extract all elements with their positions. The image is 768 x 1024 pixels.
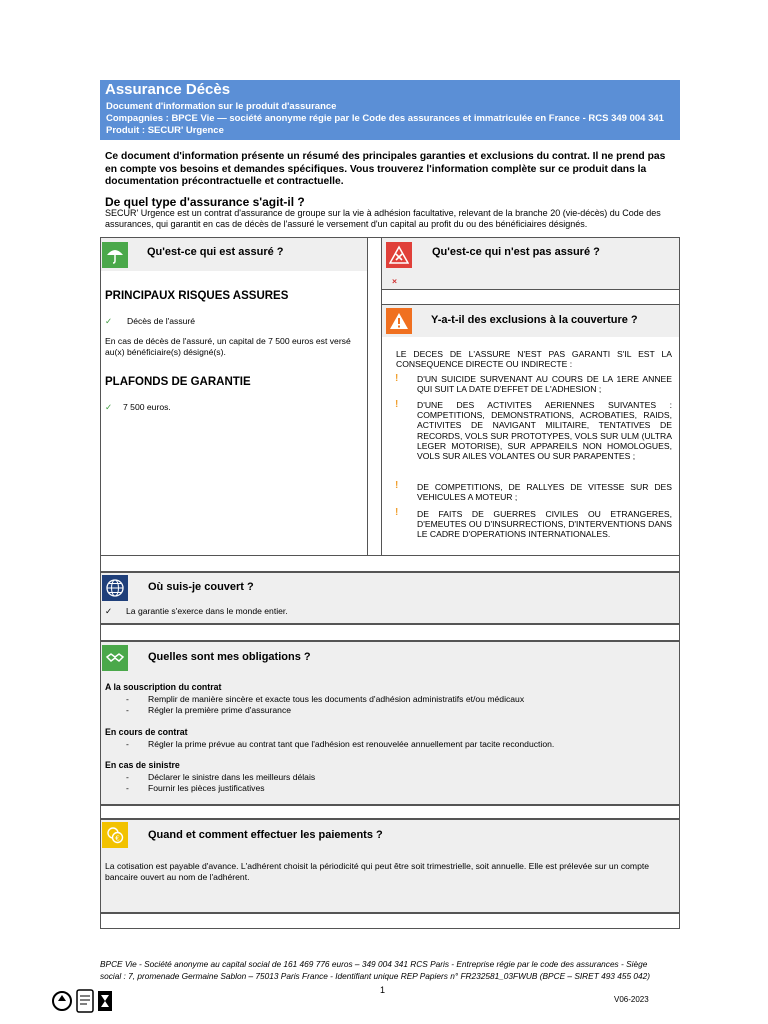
obligation-item [126,694,524,704]
exclusion-item: DE COMPETITIONS, DE RALLYES DE VITESSE SUR DES VEHICULES A MOTEUR ; [417,482,672,503]
type-title: De quel type d'assurance s'agit-il ? [105,195,305,209]
version-label: V06-2023 [614,995,649,1004]
spacer-row [100,624,680,641]
exclusion-bullet-icon: ! [395,507,399,518]
recycling-logo [52,987,122,1015]
obligations-title: Quelles sont mes obligations ? [148,651,311,663]
page-number: 1 [380,985,386,995]
obligation-item-text: Régler la prime prévue au contrat tant que l'adhésion est renouvelée annuellement par tacite reconduction. [148,739,555,749]
obligation-item-text: Régler la première prime d'assurance [148,705,292,715]
header-line-3: Produit : SECUR' Urgence [106,125,224,136]
exclusions-title: Y-a-t-il des exclusions à la couverture ? [431,314,638,326]
obligation-item-text: Déclarer le sinistre dans les meilleurs délais [148,772,316,782]
spacer-row [100,913,680,929]
footer-line-1: BPCE Vie - Société anonyme au capital social de 161 469 776 euros – 349 004 341 RCS Paris - Entreprise régie par le code des assurances - Siège [100,959,648,969]
warning-cross-icon [386,242,412,268]
non-assure-header [382,238,679,289]
assure-title: Qu'est-ce qui est assuré ? [147,246,284,258]
exclusion-bullet-icon: ! [395,399,399,410]
header-line-1: Document d'information sur le produit d'assurance [106,101,337,112]
plafond-item: 7 500 euros. [123,402,171,412]
cours-contrat-title: En cours de contrat [105,727,188,737]
non-assure-divider-top [382,289,680,290]
umbrella-icon [102,242,128,268]
column-divider-a [367,237,368,555]
risque-text: En cas de décès de l'assuré, un capital de 7 500 euros est versé au(x) bénéficiaire(s) désigné(s). [105,336,351,357]
obligation-item [126,783,265,793]
dash-bullet: - [126,739,129,749]
exclusion-item: D'UNE DES ACTIVITES AERIENNES SUIVANTES : COMPETITIONS, DEMONSTRATIONS, ACROBATIES, RAIDS, ACTIVITES DE NAVIGANT MILITAIRE, TENTATIVES DE RECORDS, VOLS SUR PROTOTYPES, VOLS SUR ULM (ULTRA LEGER MOTORISE), SUR APPAREILS NON HOMOLOGUES, VOLS SUR AILES VOLANTES OU SUR PARAPENTES ; [417,400,672,462]
couvert-check-icon: ✓ [105,606,113,616]
risque-item: Décès de l'assuré [127,316,196,326]
type-text: SECUR' Urgence est un contrat d'assurance de groupe sur la vie à adhésion facultative, relevant de la branche 20 (vie-décès) du Code des assurances, qui garantit en cas de décès de l'assuré le versement d'un capital au profit du ou des bénéficiaires désignés. [105,208,661,229]
couvert-title: Où suis-je couvert ? [148,581,254,593]
handshake-icon [102,645,128,671]
footer-line-2: social : 7, promenade Germaine Sablon – 75013 Paris France - Identifiant unique REP Papiers n° FR232581_03FWUB (BPCE – SIRET 493 455 042) [100,971,650,981]
obligation-item-text: Fournir les pièces justificatives [148,783,265,793]
header-line-2: Compagnies : BPCE Vie — société anonyme régie par le Code des assurances et immatriculée en France - RCS 349 004 341 [106,113,664,124]
cross-mark-icon: × [392,276,398,286]
exclusions-header [382,305,679,337]
risque-check-icon: ✓ [105,316,113,326]
paiements-text: La cotisation est payable d'avance. L'adhérent choisit la périodicité qui peut être soit trimestrielle, soit annuelle. Elle est prélevée sur un compte bancaire ouvert au nom de l'adhérent. [105,861,650,882]
document-header [100,80,680,140]
risques-title: PRINCIPAUX RISQUES ASSURES [105,290,289,302]
paiements-title: Quand et comment effectuer les paiements ? [148,829,383,841]
plafonds-title: PLAFONDS DE GARANTIE [105,376,251,388]
intro-paragraph: Ce document d'information présente un résumé des principales garanties et exclusions du contrat. Il ne prend pas en compte vos besoins et demandes spécifiques. Vous trouverez l'information complète sur ce produit dans la documentation précontractuelle et contractuelle. [105,151,666,188]
dash-bullet: - [126,783,129,793]
obligation-item-text: Remplir de manière sincère et exacte tous les documents d'adhésion administratifs et/ou médicaux [148,694,525,704]
couvert-section [100,572,680,624]
exclusion-bullet-icon: ! [395,480,399,491]
dash-bullet: - [126,694,129,704]
assure-header [101,238,367,271]
obligation-item [126,772,315,782]
legal-footer [100,958,660,982]
plafond-check-icon: ✓ [105,402,113,412]
row-divider [100,555,680,556]
globe-icon [102,575,128,601]
warning-icon [386,308,412,334]
document-title: Assurance Décès [105,81,231,98]
paiements-section [100,819,680,913]
souscription-title: A la souscription du contrat [105,682,222,692]
couvert-text: La garantie s'exerce dans le monde entier. [126,606,288,616]
sinistre-title: En cas de sinistre [105,760,180,770]
dash-bullet: - [126,772,129,782]
exclusions-intro: LE DECES DE L'ASSURE N'EST PAS GARANTI S'IL EST LA CONSEQUENCE DIRECTE OU INDIRECTE : [396,349,672,370]
non-assure-title: Qu'est-ce qui n'est pas assuré ? [432,246,600,258]
obligation-item [126,705,291,715]
exclusion-bullet-icon: ! [395,373,399,384]
obligation-item [126,739,554,749]
spacer-row [100,805,680,819]
coins-icon [102,822,128,848]
exclusion-item: D'UN SUICIDE SURVENANT AU COURS DE LA 1ERE ANNEE QUI SUIT LA DATE D'EFFET DE L'ADHESION ; [417,374,672,395]
exclusion-item: DE FAITS DE GUERRES CIVILES OU ETRANGERES, D'EMEUTES OU D'INSURRECTIONS, D'INTERVENTIONS DANS LE CADRE D'OPERATIONS INTERNATIONALES. [417,509,672,540]
dash-bullet: - [126,705,129,715]
svg-text:€: € [115,834,120,843]
